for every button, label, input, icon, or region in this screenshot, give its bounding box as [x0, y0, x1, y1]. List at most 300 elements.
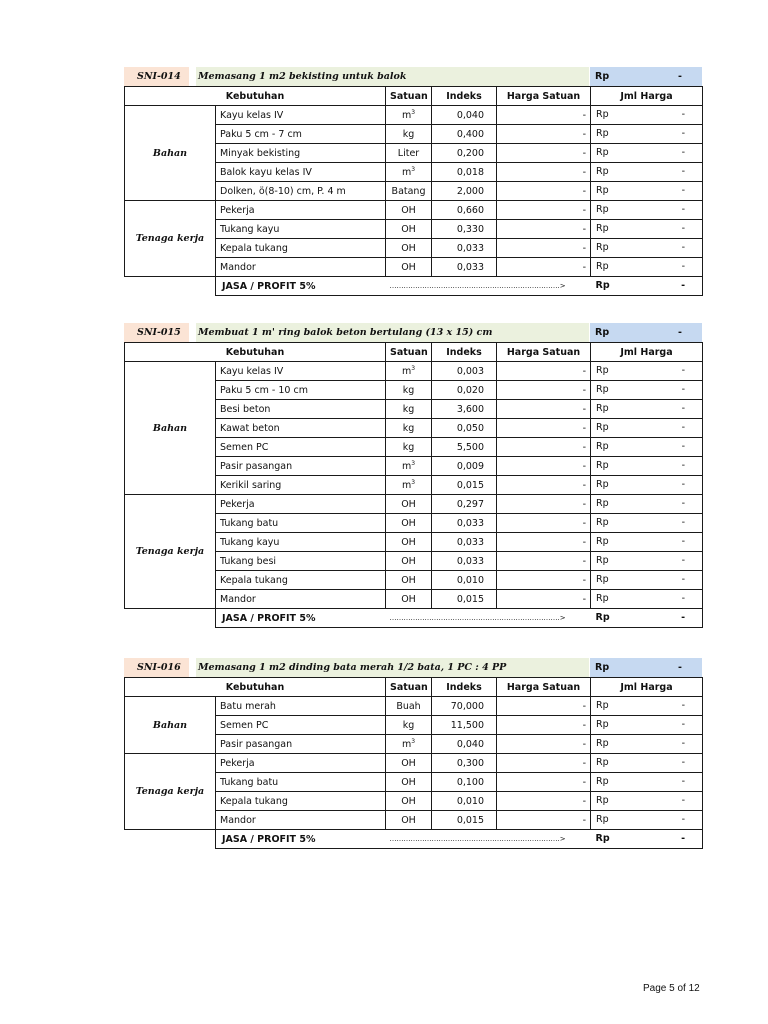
- item-total-price: [591, 163, 703, 182]
- currency-label: Rp: [596, 441, 609, 452]
- table-row: [125, 495, 703, 514]
- section-header: [124, 67, 702, 86]
- price-value: -: [681, 280, 686, 291]
- item-index: 0,033: [432, 514, 497, 533]
- item-name: Pasir pasangan: [216, 457, 386, 476]
- price-value: -: [681, 776, 686, 787]
- price-value: -: [681, 700, 686, 711]
- table-row: [125, 362, 703, 381]
- item-unit-price: -: [497, 571, 591, 590]
- group-label: Tenaga kerja: [125, 495, 216, 609]
- item-unit: [386, 590, 432, 609]
- item-total-price: [591, 201, 703, 220]
- price-value: -: [681, 185, 686, 196]
- price-value: -: [681, 365, 686, 376]
- item-total-price: [591, 533, 703, 552]
- unit-text: OH: [401, 795, 416, 807]
- item-index: 0,330: [432, 220, 497, 239]
- unit-text: kg: [402, 128, 415, 140]
- item-total-price: [591, 239, 703, 258]
- section-code: SNI-014: [124, 67, 189, 86]
- header-jml-harga: Jml Harga: [591, 343, 703, 362]
- currency-label: Rp: [596, 536, 609, 547]
- item-unit-price: -: [497, 735, 591, 754]
- item-unit: [386, 106, 432, 125]
- item-name: Besi beton: [216, 400, 386, 419]
- item-unit: [386, 163, 432, 182]
- unit-text: OH: [401, 242, 416, 254]
- header-jml-harga: Jml Harga: [591, 678, 703, 697]
- item-unit-price: -: [497, 220, 591, 239]
- currency-label: Rp: [596, 498, 609, 509]
- table-row: [125, 697, 703, 716]
- header-satuan: Satuan: [386, 343, 432, 362]
- unit-text: OH: [401, 204, 416, 216]
- item-name: Tukang batu: [216, 773, 386, 792]
- unit-text: kg: [402, 441, 415, 453]
- requirements-table: [124, 677, 703, 849]
- item-unit-price: -: [497, 438, 591, 457]
- unit-text: m: [401, 460, 412, 472]
- item-index: 0,040: [432, 735, 497, 754]
- price-value: -: [681, 555, 686, 566]
- item-index: 0,015: [432, 811, 497, 830]
- item-total-price: [591, 552, 703, 571]
- item-unit-price: -: [497, 697, 591, 716]
- currency-label: Rp: [596, 166, 609, 177]
- price-value: -: [681, 498, 686, 509]
- item-name: Semen PC: [216, 716, 386, 735]
- unit-text: OH: [401, 223, 416, 235]
- header-satuan: Satuan: [386, 678, 432, 697]
- item-unit-price: -: [497, 514, 591, 533]
- table-header-row: [125, 343, 703, 362]
- item-total-price: [591, 419, 703, 438]
- item-total-price: [591, 220, 703, 239]
- item-unit-price: -: [497, 258, 591, 277]
- price-value: -: [681, 833, 686, 844]
- currency-label: Rp: [596, 403, 609, 414]
- unit-text: kg: [402, 422, 415, 434]
- requirements-table: [124, 86, 703, 296]
- item-name: Mandor: [216, 590, 386, 609]
- currency-label: Rp: [596, 365, 609, 376]
- price-value: -: [681, 166, 686, 177]
- item-unit: [386, 716, 432, 735]
- price-value: -: [681, 204, 686, 215]
- jasa-profit-label: JASA / PROFIT 5%: [216, 277, 386, 296]
- unit-text: OH: [401, 517, 416, 529]
- spacer: [125, 277, 216, 296]
- item-name: Kepala tukang: [216, 571, 386, 590]
- section-title: Membuat 1 m' ring balok beton bertulang (13 x 15) cm: [196, 323, 589, 342]
- currency-label: Rp: [596, 517, 609, 528]
- unit-text: OH: [401, 498, 416, 510]
- item-index: 0,009: [432, 457, 497, 476]
- item-unit-price: -: [497, 106, 591, 125]
- header-kebutuhan: Kebutuhan: [125, 678, 386, 697]
- item-index: 0,033: [432, 552, 497, 571]
- group-label: Bahan: [125, 106, 216, 201]
- currency-label: Rp: [596, 593, 609, 604]
- item-total-price: [591, 697, 703, 716]
- item-total-price: [591, 362, 703, 381]
- price-value: -: [681, 479, 686, 490]
- section-sni-015: [124, 323, 702, 628]
- jasa-leader-dots: ……………………………………………………………….>: [386, 830, 591, 849]
- price-value: -: [681, 242, 686, 253]
- item-index: 0,050: [432, 419, 497, 438]
- item-index: 0,015: [432, 590, 497, 609]
- price-value: -: [681, 147, 686, 158]
- header-satuan: Satuan: [386, 87, 432, 106]
- currency-label: Rp: [596, 422, 609, 433]
- item-total-price: [591, 792, 703, 811]
- item-total-price: [591, 514, 703, 533]
- item-unit-price: -: [497, 182, 591, 201]
- item-unit: [386, 514, 432, 533]
- item-name: Mandor: [216, 811, 386, 830]
- item-unit: [386, 773, 432, 792]
- unit-text: m: [401, 166, 412, 178]
- item-total-price: [591, 400, 703, 419]
- currency-label: Rp: [596, 128, 609, 139]
- currency-label: Rp: [596, 574, 609, 585]
- item-unit-price: -: [497, 754, 591, 773]
- unit-text: Batang: [391, 185, 426, 197]
- item-total-price: [591, 495, 703, 514]
- item-total-price: [591, 571, 703, 590]
- item-unit: [386, 697, 432, 716]
- price-value: -: [681, 612, 686, 623]
- item-index: 11,500: [432, 716, 497, 735]
- unit-exponent: 3: [411, 459, 416, 467]
- item-unit: [386, 476, 432, 495]
- item-unit-price: -: [497, 125, 591, 144]
- item-unit: [386, 533, 432, 552]
- currency-label: Rp: [596, 460, 609, 471]
- item-name: Batu merah: [216, 697, 386, 716]
- unit-text: OH: [401, 555, 416, 567]
- unit-text: kg: [402, 384, 415, 396]
- item-unit: [386, 144, 432, 163]
- item-index: 0,033: [432, 533, 497, 552]
- group-label: Bahan: [125, 362, 216, 495]
- section-code: SNI-015: [124, 323, 189, 342]
- section-total-price: [590, 67, 702, 86]
- unit-text: OH: [401, 593, 416, 605]
- currency-label: Rp: [596, 555, 609, 566]
- section-code: SNI-016: [124, 658, 189, 677]
- item-unit-price: -: [497, 811, 591, 830]
- section-total-price: [590, 323, 702, 342]
- currency-label: Rp: [595, 612, 610, 623]
- unit-text: OH: [401, 536, 416, 548]
- price-value: -: [681, 719, 686, 730]
- item-name: Tukang besi: [216, 552, 386, 571]
- price-value: -: [678, 662, 682, 673]
- item-total-price: [591, 258, 703, 277]
- item-unit: [386, 495, 432, 514]
- item-name: Dolken, ö(8-10) cm, P. 4 m: [216, 182, 386, 201]
- item-unit-price: -: [497, 163, 591, 182]
- currency-label: Rp: [596, 242, 609, 253]
- currency-label: Rp: [595, 280, 610, 291]
- price-value: -: [681, 593, 686, 604]
- item-unit-price: -: [497, 716, 591, 735]
- item-total-price: [591, 457, 703, 476]
- price-value: -: [681, 128, 686, 139]
- item-unit: [386, 811, 432, 830]
- price-value: -: [681, 422, 686, 433]
- unit-text: kg: [402, 403, 415, 415]
- unit-text: Liter: [397, 147, 420, 159]
- item-unit: [386, 220, 432, 239]
- jasa-leader-dots: ……………………………………………………………….>: [386, 277, 591, 296]
- item-index: 0,400: [432, 125, 497, 144]
- price-value: -: [681, 403, 686, 414]
- item-unit-price: -: [497, 590, 591, 609]
- item-unit: [386, 125, 432, 144]
- item-total-price: [591, 811, 703, 830]
- currency-label: Rp: [596, 223, 609, 234]
- jasa-profit-price: [591, 277, 703, 296]
- item-unit-price: -: [497, 239, 591, 258]
- jasa-profit-price: [591, 830, 703, 849]
- item-index: 0,660: [432, 201, 497, 220]
- item-total-price: [591, 773, 703, 792]
- item-index: 0,040: [432, 106, 497, 125]
- requirements-table: [124, 342, 703, 628]
- header-harga-satuan: Harga Satuan: [497, 678, 591, 697]
- section-sni-016: [124, 658, 702, 849]
- currency-label: Rp: [595, 71, 610, 82]
- item-unit: [386, 552, 432, 571]
- currency-label: Rp: [595, 833, 610, 844]
- item-total-price: [591, 735, 703, 754]
- currency-label: Rp: [596, 185, 609, 196]
- spacer: [125, 609, 216, 628]
- jasa-profit-row: [125, 830, 703, 849]
- item-name: Pekerja: [216, 495, 386, 514]
- item-unit: [386, 400, 432, 419]
- table-row: [125, 754, 703, 773]
- unit-text: m: [401, 738, 412, 750]
- item-unit: [386, 381, 432, 400]
- item-unit: [386, 239, 432, 258]
- item-index: 0,003: [432, 362, 497, 381]
- item-name: Kepala tukang: [216, 239, 386, 258]
- currency-label: Rp: [595, 327, 610, 338]
- item-index: 3,600: [432, 400, 497, 419]
- price-value: -: [681, 574, 686, 585]
- currency-label: Rp: [596, 814, 609, 825]
- unit-text: OH: [401, 814, 416, 826]
- item-index: 0,033: [432, 258, 497, 277]
- item-name: Paku 5 cm - 7 cm: [216, 125, 386, 144]
- unit-exponent: 3: [411, 478, 416, 486]
- item-name: Pekerja: [216, 201, 386, 220]
- item-total-price: [591, 106, 703, 125]
- item-index: 0,100: [432, 773, 497, 792]
- unit-text: m: [401, 365, 412, 377]
- item-name: Kepala tukang: [216, 792, 386, 811]
- currency-label: Rp: [596, 109, 609, 120]
- item-unit: [386, 362, 432, 381]
- unit-text: Buah: [396, 700, 421, 712]
- group-label: Tenaga kerja: [125, 201, 216, 277]
- item-total-price: [591, 381, 703, 400]
- item-unit-price: -: [497, 201, 591, 220]
- currency-label: Rp: [595, 662, 610, 673]
- item-total-price: [591, 754, 703, 773]
- jasa-profit-row: [125, 277, 703, 296]
- price-value: -: [681, 261, 686, 272]
- currency-label: Rp: [596, 700, 609, 711]
- currency-label: Rp: [596, 261, 609, 272]
- currency-label: Rp: [596, 479, 609, 490]
- item-unit-price: -: [497, 362, 591, 381]
- item-unit-price: -: [497, 144, 591, 163]
- item-index: 0,033: [432, 239, 497, 258]
- unit-text: OH: [401, 757, 416, 769]
- item-name: Mandor: [216, 258, 386, 277]
- header-indeks: Indeks: [432, 343, 497, 362]
- spacer: [125, 830, 216, 849]
- item-index: 70,000: [432, 697, 497, 716]
- price-value: -: [681, 460, 686, 471]
- jasa-leader-dots: ……………………………………………………………….>: [386, 609, 591, 628]
- item-index: 0,010: [432, 571, 497, 590]
- header-indeks: Indeks: [432, 678, 497, 697]
- item-name: Pekerja: [216, 754, 386, 773]
- jasa-profit-label: JASA / PROFIT 5%: [216, 830, 386, 849]
- item-total-price: [591, 125, 703, 144]
- item-unit-price: -: [497, 476, 591, 495]
- item-name: Kawat beton: [216, 419, 386, 438]
- item-unit-price: -: [497, 552, 591, 571]
- price-value: -: [681, 738, 686, 749]
- item-name: Kayu kelas IV: [216, 362, 386, 381]
- header-jml-harga: Jml Harga: [591, 87, 703, 106]
- item-index: 0,200: [432, 144, 497, 163]
- item-name: Balok kayu kelas IV: [216, 163, 386, 182]
- table-row: [125, 201, 703, 220]
- item-total-price: [591, 438, 703, 457]
- item-name: Tukang kayu: [216, 220, 386, 239]
- unit-exponent: 3: [411, 165, 416, 173]
- item-index: 0,018: [432, 163, 497, 182]
- price-value: -: [681, 517, 686, 528]
- section-header: [124, 658, 702, 677]
- currency-label: Rp: [596, 776, 609, 787]
- unit-text: m: [401, 479, 412, 491]
- item-unit: [386, 182, 432, 201]
- item-name: Pasir pasangan: [216, 735, 386, 754]
- unit-exponent: 3: [411, 737, 416, 745]
- item-name: Tukang batu: [216, 514, 386, 533]
- header-harga-satuan: Harga Satuan: [497, 343, 591, 362]
- item-unit-price: -: [497, 419, 591, 438]
- currency-label: Rp: [596, 757, 609, 768]
- unit-exponent: 3: [411, 364, 416, 372]
- jasa-profit-price: [591, 609, 703, 628]
- item-total-price: [591, 476, 703, 495]
- currency-label: Rp: [596, 384, 609, 395]
- table-header-row: [125, 87, 703, 106]
- item-name: Kerikil saring: [216, 476, 386, 495]
- item-unit-price: -: [497, 457, 591, 476]
- item-name: Tukang kayu: [216, 533, 386, 552]
- price-value: -: [678, 71, 682, 82]
- page-number: Page 5 of 12: [643, 983, 700, 994]
- price-value: -: [681, 441, 686, 452]
- item-name: Semen PC: [216, 438, 386, 457]
- item-total-price: [591, 716, 703, 735]
- currency-label: Rp: [596, 738, 609, 749]
- price-value: -: [681, 109, 686, 120]
- item-name: Minyak bekisting: [216, 144, 386, 163]
- item-total-price: [591, 182, 703, 201]
- section-title: Memasang 1 m2 bekisting untuk balok: [196, 67, 589, 86]
- header-harga-satuan: Harga Satuan: [497, 87, 591, 106]
- item-name: Paku 5 cm - 10 cm: [216, 381, 386, 400]
- item-unit: [386, 735, 432, 754]
- section-sni-014: [124, 67, 702, 296]
- group-label: Bahan: [125, 697, 216, 754]
- table-header-row: [125, 678, 703, 697]
- item-unit-price: -: [497, 495, 591, 514]
- item-name: Kayu kelas IV: [216, 106, 386, 125]
- header-indeks: Indeks: [432, 87, 497, 106]
- group-label: Tenaga kerja: [125, 754, 216, 830]
- item-unit: [386, 201, 432, 220]
- item-index: 0,015: [432, 476, 497, 495]
- item-unit-price: -: [497, 400, 591, 419]
- item-unit: [386, 419, 432, 438]
- price-value: -: [681, 536, 686, 547]
- item-unit: [386, 571, 432, 590]
- item-unit-price: -: [497, 533, 591, 552]
- item-unit: [386, 438, 432, 457]
- item-unit-price: -: [497, 773, 591, 792]
- item-index: 5,500: [432, 438, 497, 457]
- item-total-price: [591, 590, 703, 609]
- price-value: -: [681, 223, 686, 234]
- price-value: -: [681, 384, 686, 395]
- price-value: -: [681, 757, 686, 768]
- currency-label: Rp: [596, 795, 609, 806]
- item-total-price: [591, 144, 703, 163]
- jasa-profit-row: [125, 609, 703, 628]
- item-unit: [386, 792, 432, 811]
- jasa-profit-label: JASA / PROFIT 5%: [216, 609, 386, 628]
- table-row: [125, 106, 703, 125]
- item-unit: [386, 258, 432, 277]
- price-value: -: [681, 795, 686, 806]
- currency-label: Rp: [596, 147, 609, 158]
- unit-exponent: 3: [411, 108, 416, 116]
- header-kebutuhan: Kebutuhan: [125, 343, 386, 362]
- section-header: [124, 323, 702, 342]
- unit-text: OH: [401, 261, 416, 273]
- item-index: 2,000: [432, 182, 497, 201]
- section-title: Memasang 1 m2 dinding bata merah 1/2 bata, 1 PC : 4 PP: [196, 658, 589, 677]
- item-index: 0,010: [432, 792, 497, 811]
- price-value: -: [678, 327, 682, 338]
- item-unit: [386, 457, 432, 476]
- item-unit: [386, 754, 432, 773]
